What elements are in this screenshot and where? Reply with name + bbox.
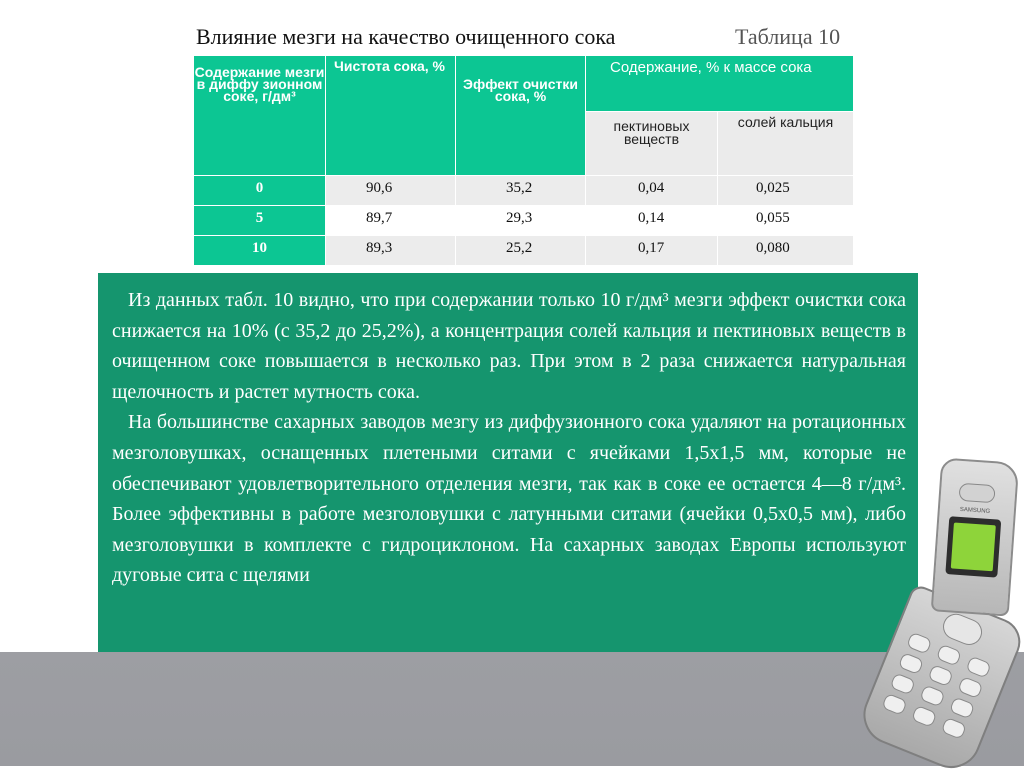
table-label: Таблица 10	[735, 24, 841, 49]
cell-effect: 25,2	[456, 236, 586, 266]
table-row	[194, 206, 854, 236]
keypad	[881, 632, 995, 742]
mobile-phone-image	[880, 460, 1020, 760]
header-pectin: пектиновых веществ	[586, 112, 718, 176]
table-row	[194, 176, 854, 206]
earpiece-icon	[958, 483, 995, 503]
cell-calcium: 0,025	[718, 176, 854, 206]
cell-pectin: 0,04	[586, 176, 718, 206]
lcd-display	[951, 522, 996, 571]
header-purification-effect: Эффект очистки сока, %	[456, 56, 586, 176]
slide-title: Влияние мезги на качество очищенного сока	[196, 24, 616, 49]
paragraph: Из данных табл. 10 видно, что при содержании только 10 г/дм³ мезги эффект очистки сока снижается на 10% (с 35,2 до 25,2%), а концентрация солей кальция и пектиновых веществ в очищенном соке повышается в несколько раз. При этом в 2 раза снижается натуральная щелочность и растет мутность сока.	[112, 289, 906, 403]
cell-effect: 35,2	[456, 176, 586, 206]
table-row	[194, 236, 854, 266]
cell-pectin: 0,14	[586, 206, 718, 236]
cell-pectin: 0,17	[586, 236, 718, 266]
cell-pulp: 0	[194, 176, 326, 206]
text-box	[98, 273, 918, 652]
header-pulp-content: Содержание мезги в диффу зионном соке, г/дм³	[194, 56, 326, 176]
phone-brand: SAMSUNG	[959, 506, 991, 515]
data-table	[193, 55, 854, 266]
phone-screen	[945, 516, 1001, 577]
paragraph: На большинстве сахарных заводов мезгу из диффузионного сока удаляют на ротационных мезголовушках, оснащенных плетеными ситами с ячейками 1,5x1,5 мм, которые не обеспечивают удовлетворительного отделения мезги, так как в соке ее остается 4—8 г/дм³. Более эффективны в работе мезголовушки с латунными ситами (ячейки 0,5x0,5 мм), либо мезголовушки в комплекте с гидроциклоном. На сахарных заводах Европы используют дуговые сита с щелями	[112, 411, 906, 587]
cell-calcium: 0,055	[718, 206, 854, 236]
cell-effect: 29,3	[456, 206, 586, 236]
cell-calcium: 0,080	[718, 236, 854, 266]
cell-purity: 90,6	[326, 176, 456, 206]
cell-pulp: 5	[194, 206, 326, 236]
header-mass-content-group: Содержание, % к массе сока	[586, 56, 854, 112]
header-calcium: солей кальция	[718, 112, 854, 176]
nav-key-icon	[939, 610, 986, 649]
phone-display-half	[931, 457, 1020, 616]
cell-pulp: 10	[194, 236, 326, 266]
cell-purity: 89,7	[326, 206, 456, 236]
cell-purity: 89,3	[326, 236, 456, 266]
header-juice-purity: Чистота сока, %	[326, 56, 456, 176]
